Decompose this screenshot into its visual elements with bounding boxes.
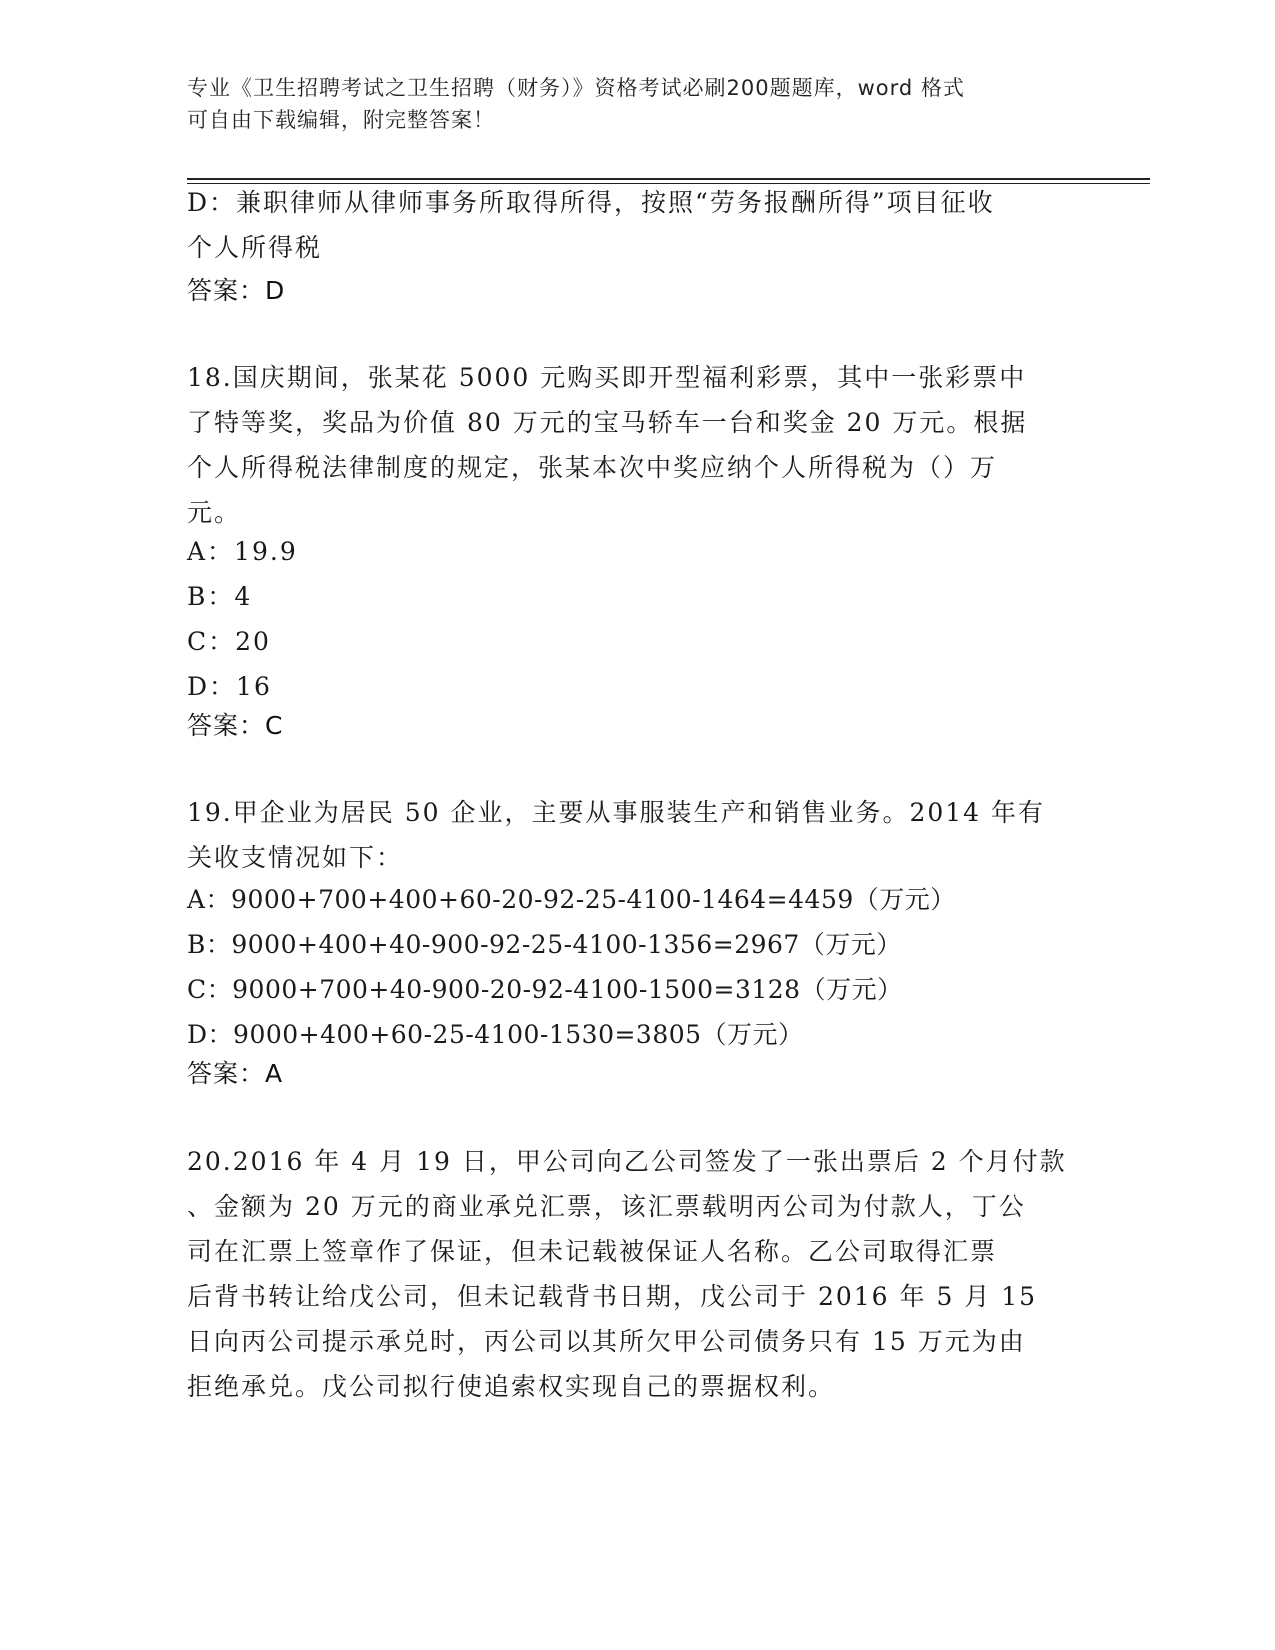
- q18-answer: 答案：C: [187, 711, 284, 740]
- document-header: [187, 72, 1067, 136]
- q19-option-b: B：9000+400+40-900-92-25-4100-1356=2967（万元）: [187, 930, 902, 959]
- q20-stem-line: 、金额为 20 万元的商业承兑汇票，该汇票载明丙公司为付款人，丁公: [187, 1192, 1026, 1221]
- header-line-1: 专业《卫生招聘考试之卫生招聘（财务）》资格考试必刷200题题库，word 格式: [187, 76, 965, 100]
- q18-options: [187, 529, 1067, 709]
- header-line-2: 可自由下载编辑，附完整答案！: [187, 108, 495, 132]
- q19-stem: [187, 790, 1067, 880]
- q19-answer: 答案：A: [187, 1059, 284, 1088]
- q20-stem-line: 拒绝承兑。戊公司拟行使追索权实现自己的票据权利。: [187, 1372, 836, 1401]
- q18-stem-line: 个人所得税法律制度的规定，张某本次中奖应纳个人所得税为（）万: [187, 453, 998, 482]
- q17-answer: 答案：D: [187, 276, 286, 305]
- q20-stem-line: 日向丙公司提示承兑时，丙公司以其所欠甲公司债务只有 15 万元为由: [187, 1327, 1026, 1356]
- q18-option-d: D：16: [187, 672, 272, 701]
- q18-option-a: A：19.9: [187, 537, 298, 566]
- q18-stem-line: 了特等奖，奖品为价值 80 万元的宝马轿车一台和奖金 20 万元。根据: [187, 408, 1028, 437]
- q19-stem-line: 19.甲企业为居民 50 企业，主要从事服装生产和销售业务。2014 年有: [187, 798, 1046, 827]
- q20-stem-line: 后背书转让给戊公司，但未记载背书日期，戊公司于 2016 年 5 月 15: [187, 1282, 1038, 1311]
- q19-stem-line: 关收支情况如下：: [187, 843, 404, 872]
- q18-stem: [187, 355, 1067, 535]
- q17-option-d: [187, 180, 1067, 270]
- q20-stem: [187, 1139, 1067, 1409]
- q20-stem-line: 20.2016 年 4 月 19 日，甲公司向乙公司签发了一张出票后 2 个月付款: [187, 1147, 1067, 1176]
- q17-option-d-line-1: D：兼职律师从律师事务所取得所得，按照“劳务报酬所得”项目征收: [187, 188, 995, 217]
- q20-stem-line: 司在汇票上签章作了保证，但未记载被保证人名称。乙公司取得汇票: [187, 1237, 998, 1266]
- q17-option-d-line-2: 个人所得税: [187, 233, 323, 262]
- q18-stem-line: 元。: [187, 498, 242, 527]
- q19-option-d: D：9000+400+60-25-4100-1530=3805（万元）: [187, 1020, 804, 1049]
- q19-option-a: A：9000+700+400+60-20-92-25-4100-1464=4459（万元）: [187, 885, 956, 914]
- q18-stem-line: 18.国庆期间，张某花 5000 元购买即开型福利彩票，其中一张彩票中: [187, 363, 1027, 392]
- q19-option-c: C：9000+700+40-900-20-92-4100-1500=3128（万元）: [187, 975, 903, 1004]
- q18-option-b: B：4: [187, 582, 253, 611]
- q18-option-c: C：20: [187, 627, 271, 656]
- q19-options: [187, 877, 1067, 1057]
